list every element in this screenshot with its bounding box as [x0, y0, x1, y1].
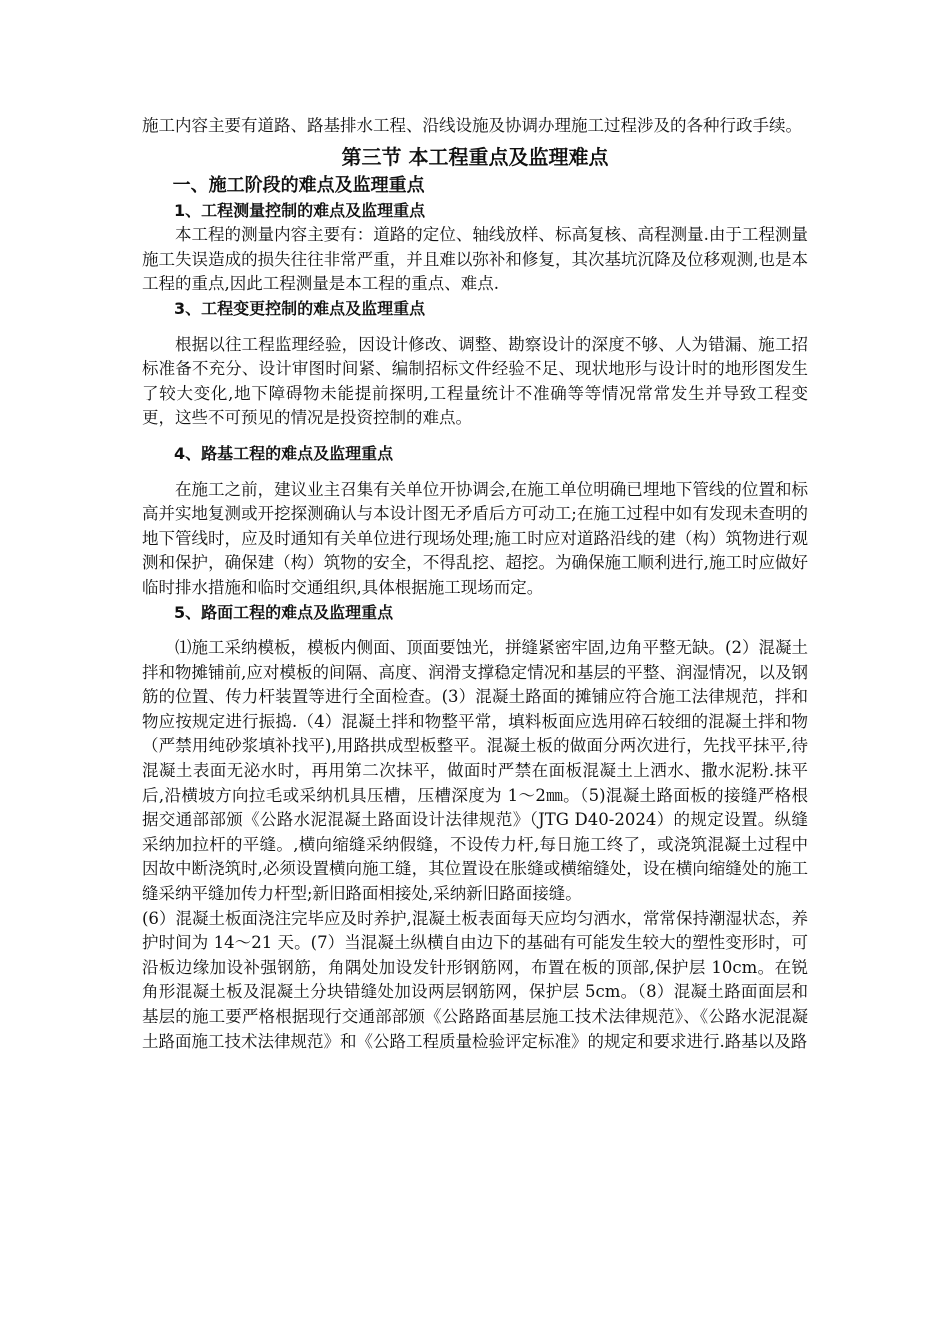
heading-construction-stage: 一、施工阶段的难点及监理重点 [172, 174, 425, 196]
paragraph-change-control: 根据以往工程监理经验，因设计修改、调整、勘察设计的深度不够、人为错漏、施工招标准备不充分、设计审图时间紧、编制招标文件经验不足、现状地形与设计时的地形图发生了较大变化,地下障碍物未能提前探明,工程量统计不准确等等情况常常发生并导致工程变更，这些不可预见的情况是投资控制的难点。 [142, 334, 808, 428]
heading-pavement: 5、路面工程的难点及监理重点 [174, 602, 394, 622]
paragraph-subgrade: 在施工之前，建议业主召集有关单位开协调会,在施工单位明确已埋地下管线的位置和标高并实地复测或开挖探测确认与本设计图无矛盾后方可动工;在施工过程中如有发现未查明的地下管线时，应及时通知有关单位进行现场处理;施工时应对道路沿线的建（构）筑物进行观测和保护，确保建（构）筑物的安全，不得乱挖、超挖。为确保施工顺利进行,施工时应做好临时排水措施和临时交通组织,具体根据施工现场而定。 [142, 479, 808, 597]
heading-subgrade: 4、路基工程的难点及监理重点 [174, 443, 394, 463]
heading-change-control: 3、工程变更控制的难点及监理重点 [174, 298, 426, 318]
paragraph-survey-control: 本工程的测量内容主要有：道路的定位、轴线放样、标高复核、高程测量.由于工程测量施工失误造成的损失往往非常严重，并且难以弥补和修复，其次基坑沉降及位移观测,也是本工程的重点,因此工程测量是本工程的重点、难点. [142, 225, 808, 294]
document-page [142, 114, 808, 1054]
section-title: 第三节 本工程重点及监理难点 [341, 144, 609, 169]
heading-survey-control: 1、工程测量控制的难点及监理重点 [174, 200, 426, 220]
paragraph-pavement-2: (6）混凝土板面浇注完毕应及时养护,混凝土板表面每天应均匀洒水，常常保持潮湿状态，养护时间为 14～21 天。(7）当混凝土纵横自由边下的基础有可能发生较大的塑性变形时，可沿板边缘加设补强钢筋，角隅处加设发针形钢筋网，布置在板的顶部,保护层 10cm。在锐角形混凝土板及混凝土分块错缝处加设两层钢筋网，保护层 5cm。（8）混凝土路面面层和基层的施工要严格根据现行交通部部颁《公路路面基层施工技术法律规范》、《公路水泥混凝土路面施工技术法律规范》和《公路工程质量检验评定标准》的规定和要求进行.路基以及路 [142, 908, 808, 1051]
intro-paragraph: 施工内容主要有道路、路基排水工程、沿线设施及协调办理施工过程涉及的各种行政手续。 [142, 116, 802, 135]
paragraph-pavement-1: ⑴施工采纳模板，模板内侧面、顶面要蚀光，拼缝紧密牢固,边角平整无缺。(2）混凝土拌和物摊铺前,应对模板的间隔、高度、润滑支撑稳定情况和基层的平整、润湿情况，以及钢筋的位置、传力杆装置等进行全面检查。(3）混凝土路面的摊铺应符合施工法律规范，拌和物应按规定进行振捣.（4）混凝土拌和物整平常，填料板面应选用碎石较细的混凝土拌和物（严禁用纯砂浆填补找平),用路拱成型板整平。混凝土板的做面分两次进行，先找平抹平,待混凝土表面无泌水时，再用第二次抹平，做面时严禁在面板混凝土上洒水、撒水泥粉.抹平后,沿横坡方向拉毛或采纳机具压槽，压槽深度为 1～2㎜。（5)混凝土路面板的接缝严格根据交通部部颁《公路水泥混凝土路面设计法律规范》（JTG D40-2024）的规定设置。纵缝采纳加拉杆的平缝。,横向缩缝采纳假缝，不设传力杆,每日施工终了，或浇筑混凝土过程中因故中断浇筑时,必须设置横向施工缝，其位置设在胀缝或横缩缝处，设在横向缩缝处的施工缝采纳平缝加传力杆型;新旧路面相接处,采纳新旧路面接缝。 [142, 638, 808, 904]
